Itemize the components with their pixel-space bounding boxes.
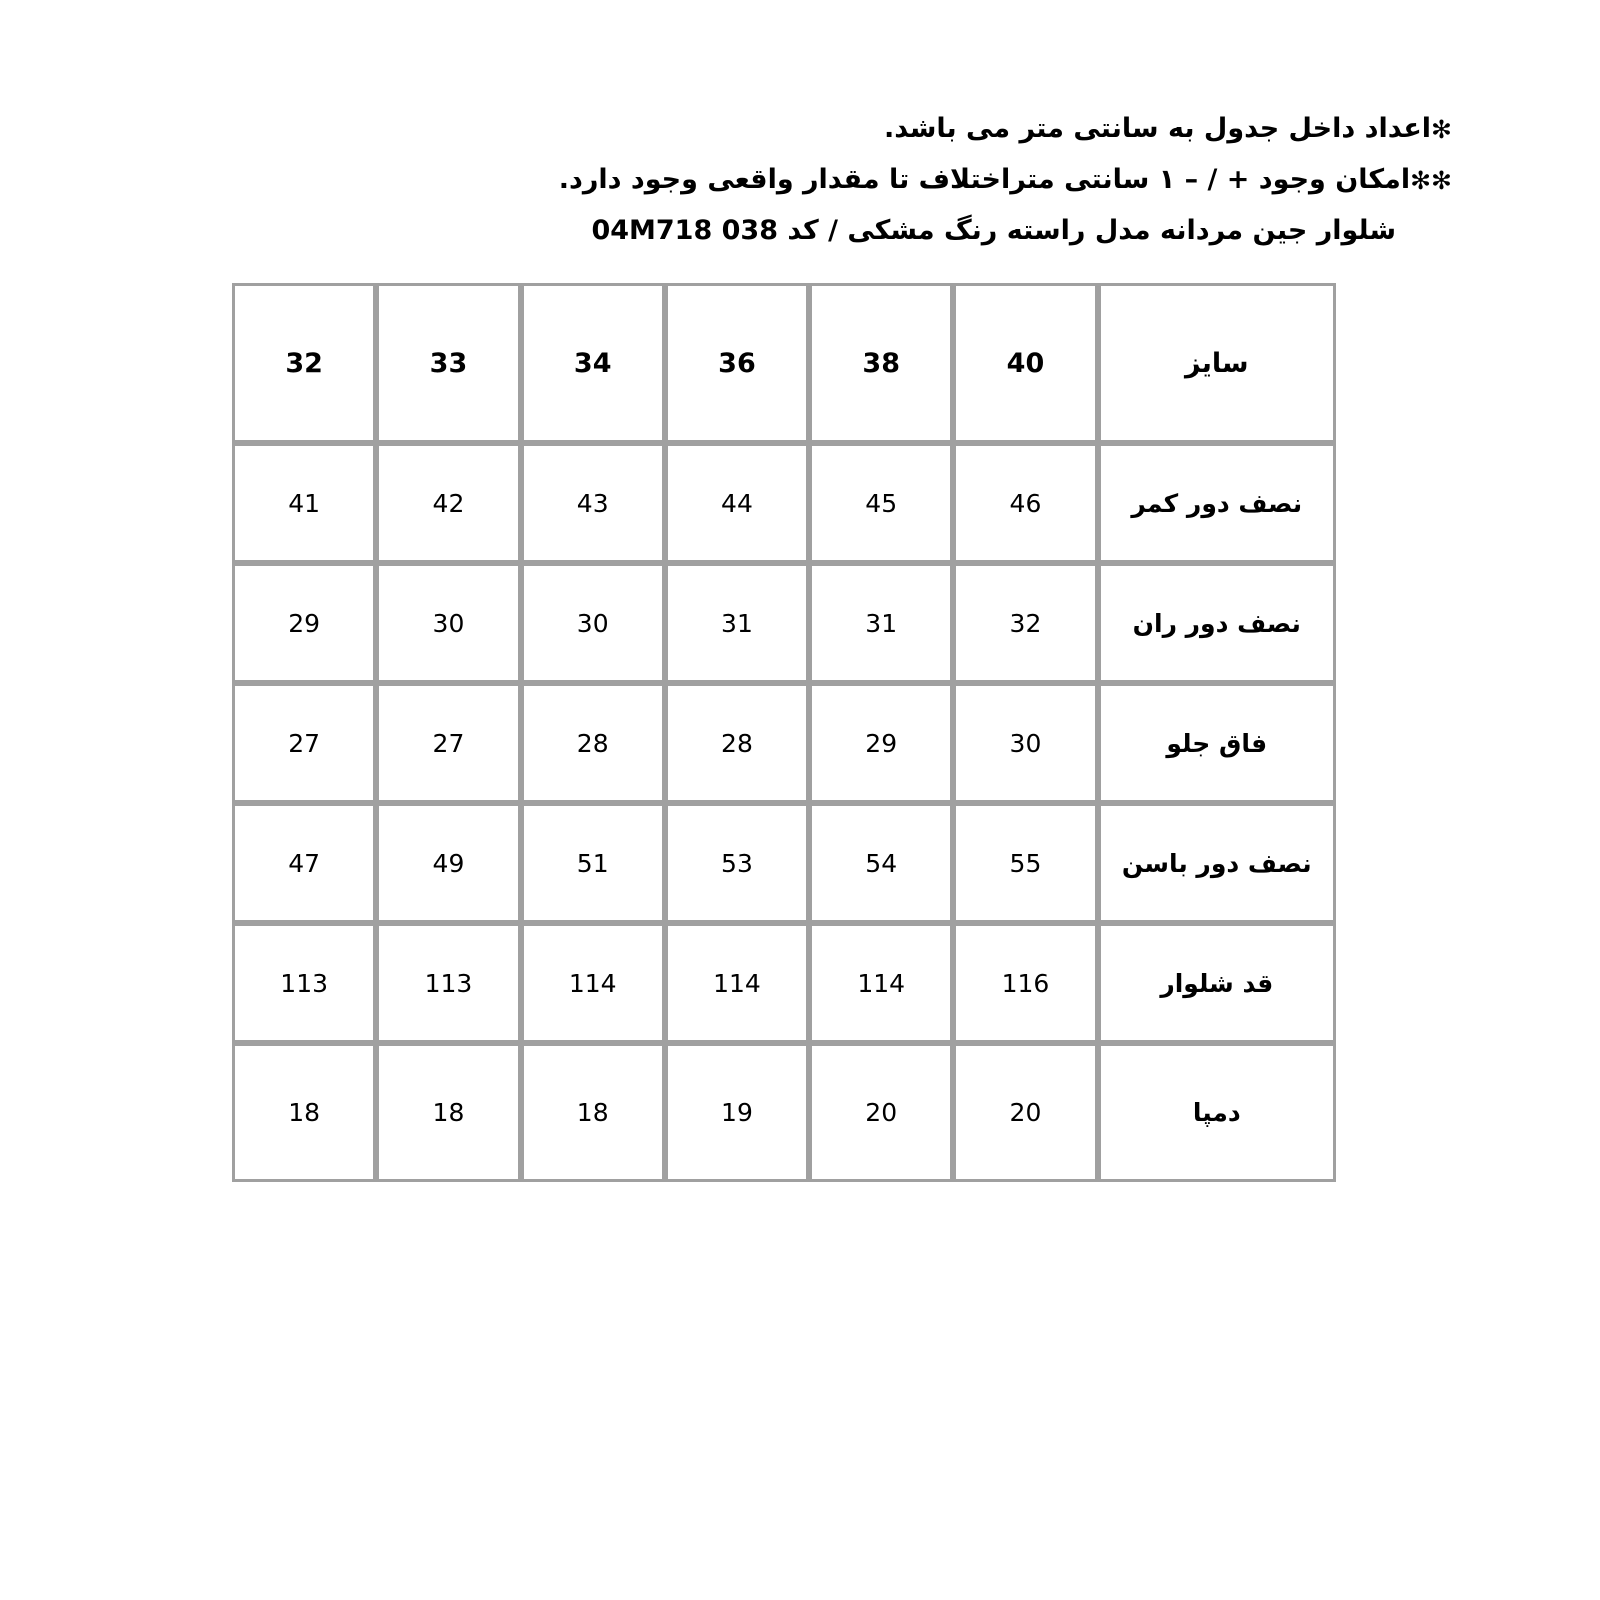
cell-rise-32: 27 <box>232 683 376 803</box>
cell-rise-40: 30 <box>953 683 1097 803</box>
asterisk-icon: ✻ <box>1431 115 1452 144</box>
cell-length-32: 113 <box>232 923 376 1043</box>
cell-waist-34: 43 <box>521 443 665 563</box>
note-tolerance-text: امکان وجود + / – ۱ سانتی متراختلاف تا مقدار واقعی وجود دارد. <box>558 164 1411 195</box>
table-row <box>232 1043 1336 1182</box>
cell-length-38: 114 <box>809 923 953 1043</box>
cell-hem-33: 18 <box>376 1043 520 1182</box>
row-label-front-rise: فاق جلو <box>1098 683 1336 803</box>
row-label-thigh: نصف دور ران <box>1098 563 1336 683</box>
header-size-1: 38 <box>809 283 953 443</box>
asterisk-double-icon: ✻✻ <box>1410 166 1452 195</box>
cell-hip-32: 47 <box>232 803 376 923</box>
cell-thigh-32: 29 <box>232 563 376 683</box>
note-line-tolerance <box>148 155 1452 206</box>
cell-hip-36: 53 <box>665 803 809 923</box>
row-label-hip: نصف دور باسن <box>1098 803 1336 923</box>
cell-length-36: 114 <box>665 923 809 1043</box>
cell-thigh-36: 31 <box>665 563 809 683</box>
cell-rise-34: 28 <box>521 683 665 803</box>
cell-waist-32: 41 <box>232 443 376 563</box>
table-row <box>232 563 1336 683</box>
size-chart-table-container <box>232 283 1336 1182</box>
cell-rise-36: 28 <box>665 683 809 803</box>
note-line-product <box>148 206 1452 256</box>
cell-hip-40: 55 <box>953 803 1097 923</box>
header-size-4: 33 <box>376 283 520 443</box>
cell-hem-32: 18 <box>232 1043 376 1182</box>
table-row <box>232 683 1336 803</box>
table-row <box>232 803 1336 923</box>
product-description: شلوار جین مردانه مدل راسته رنگ مشکی / کد <box>778 215 1396 246</box>
cell-thigh-40: 32 <box>953 563 1097 683</box>
size-chart-table <box>232 283 1336 1182</box>
header-size-5: 32 <box>232 283 376 443</box>
cell-hip-33: 49 <box>376 803 520 923</box>
table-row <box>232 923 1336 1043</box>
row-label-length: قد شلوار <box>1098 923 1336 1043</box>
product-code: 04M718 038 <box>591 215 778 246</box>
cell-thigh-33: 30 <box>376 563 520 683</box>
cell-thigh-38: 31 <box>809 563 953 683</box>
cell-length-33: 113 <box>376 923 520 1043</box>
note-units-text: اعداد داخل جدول به سانتی متر می باشد. <box>883 113 1432 144</box>
cell-hem-38: 20 <box>809 1043 953 1182</box>
cell-rise-38: 29 <box>809 683 953 803</box>
header-size-label: سایز <box>1098 283 1336 443</box>
cell-rise-33: 27 <box>376 683 520 803</box>
header-size-2: 36 <box>665 283 809 443</box>
note-line-units <box>148 104 1452 155</box>
cell-hip-34: 51 <box>521 803 665 923</box>
cell-length-34: 114 <box>521 923 665 1043</box>
notes-block <box>148 104 1452 256</box>
cell-hem-34: 18 <box>521 1043 665 1182</box>
header-size-3: 34 <box>521 283 665 443</box>
table-header-row <box>232 283 1336 443</box>
cell-hem-36: 19 <box>665 1043 809 1182</box>
cell-length-40: 116 <box>953 923 1097 1043</box>
cell-waist-33: 42 <box>376 443 520 563</box>
table-row <box>232 443 1336 563</box>
header-size-0: 40 <box>953 283 1097 443</box>
cell-hem-40: 20 <box>953 1043 1097 1182</box>
row-label-waist: نصف دور کمر <box>1098 443 1336 563</box>
cell-thigh-34: 30 <box>521 563 665 683</box>
cell-waist-36: 44 <box>665 443 809 563</box>
cell-waist-38: 45 <box>809 443 953 563</box>
row-label-hem: دمپا <box>1098 1043 1336 1182</box>
cell-hip-38: 54 <box>809 803 953 923</box>
cell-waist-40: 46 <box>953 443 1097 563</box>
